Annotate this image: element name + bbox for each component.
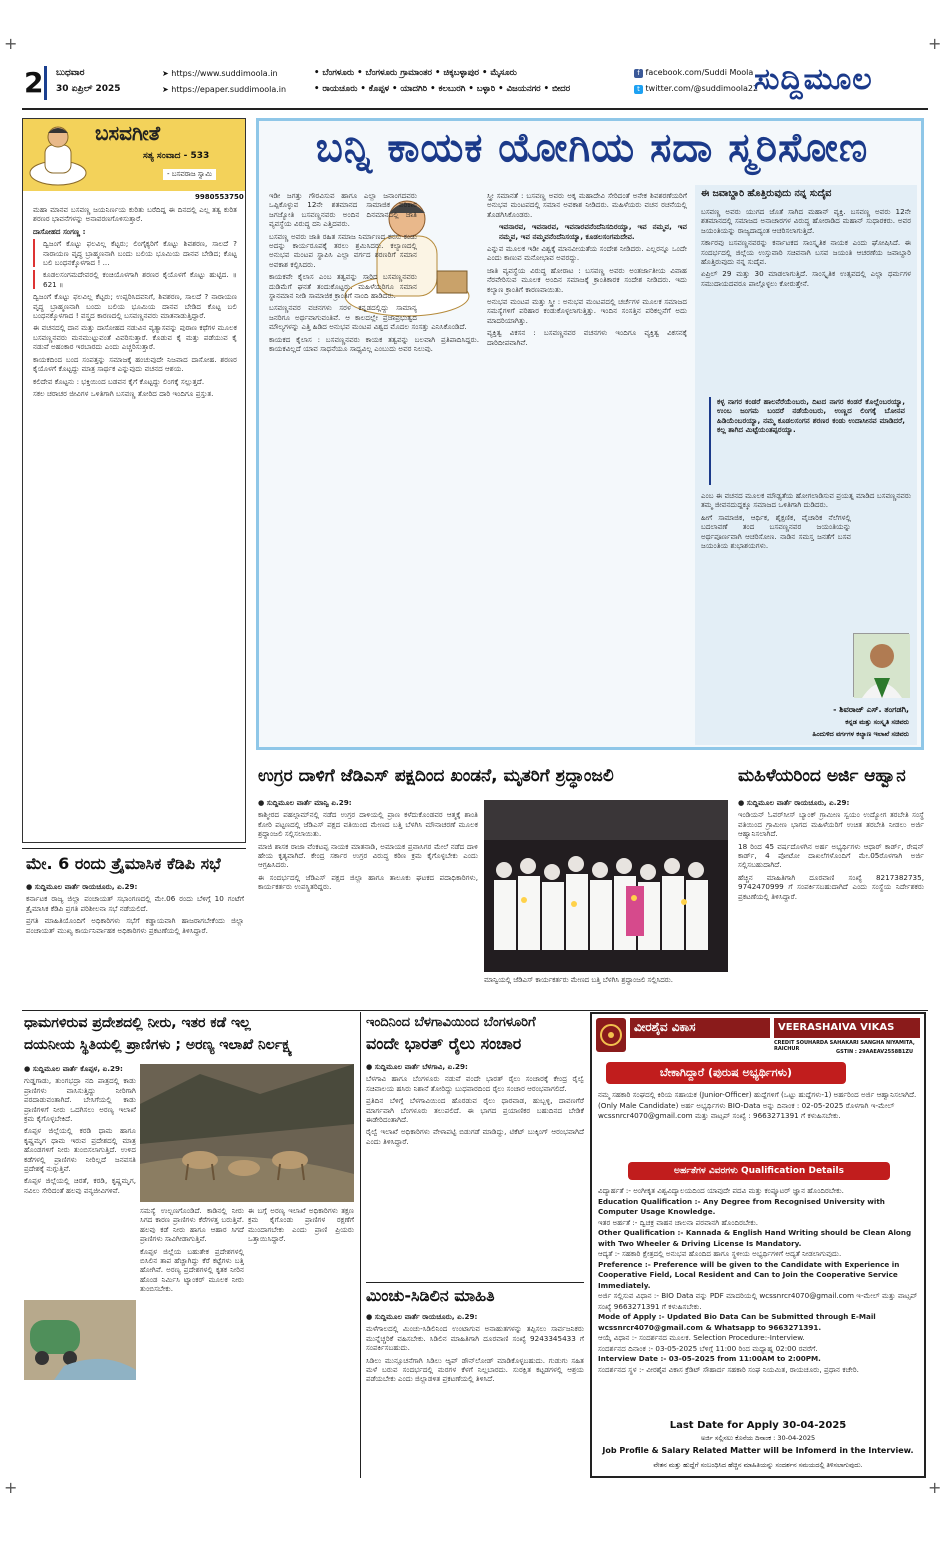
paragraph: ಬಸವಣ್ಣ ಅವರು ಯುಗದ ಜೊತೆ ಸಾಗಿದ ಮಹಾನ್ ವ್ಯಕ್ತಿ. ಬಸವಣ್ಣ ಅವರು 12ನೇ ಶತಮಾನದಲ್ಲಿ ಸಮಾಜದ ಅನಾಚಾರಗಳ ವಿರುದ್ಧ ಹೋರಾಡಿದ ಮಹಾನ್ ಸುಧಾರಕರು. ಅವರ ಜಯಂತಿಯನ್ನು ರಾಜ್ಯದಾದ್ಯಂತ ಆಚರಿಸಲಾಗುತ್ತಿದೆ. (701, 207, 911, 235)
detail-line: Mode of Apply :- Updated Bio Data Can be Submitted through E-Mail wcssnrcr4070@gmail.com & Whatsapp to 9663271391. (598, 1312, 876, 1332)
section-heading: ದಾಸೋಹದ ಸಂಗಣ್ಣ : (33, 226, 86, 236)
paragraph: ಏಪ್ರಿಲ್ 29 ಮತ್ತು 30 ಮಾಡಲಾಗುತ್ತಿದೆ. ಸಾಂಸ್ಕೃತಿಕ ಉತ್ಸವದಲ್ಲಿ ಎಲ್ಲಾ ಧರ್ಮಗಳ ಸಮುದಾಯದವರೂ ಪಾಲ್ಗೊಳ್ಳಲು ಕೋರುತ್ತೇನೆ. (701, 269, 911, 288)
ad-last-date: Last Date for Apply 30-04-2025 (669, 1420, 847, 1431)
column-divider (360, 1012, 361, 1478)
registration-mark: + (928, 1478, 942, 1497)
ad-logo-bar (592, 1014, 924, 1058)
detail-line: Education Qualification :- Any Degree from Recognised University with Computer Usage Knowledge. (598, 1196, 885, 1216)
mahile-title: ಮಹಿಳೆಯರಿಂದ ಅರ್ಜಿ ಆಹ್ವಾನ (738, 766, 906, 786)
ad-footer: Job Profile & Salary Related Matter will be Infomerd in the Interview. (602, 1446, 914, 1455)
arrow-icon: ➤ (162, 69, 172, 78)
paragraph: ಕಾಶ್ಮೀರದ ಪಹಲ್ಗಾಮ್‌ನಲ್ಲಿ ನಡೆದ ಉಗ್ರರ ದಾಳಿಯಲ್ಲಿ ಪ್ರಾಣ ಕಳೆದುಕೊಂಡವರ ಆತ್ಮಕ್ಕೆ ಶಾಂತಿ ಕೋರಿ ಪಟ್ಟಣದಲ್ಲಿ ಜೆಡಿಎಸ್ ಪಕ್ಷದ ವತಿಯಿಂದ ಮೇಣದ ಬತ್ತಿ ಬೆಳಗಿಸಿ ಮೌನಾಚರಣೆ ಮೂಲಕ ಶ್ರದ್ಧಾಂಜಲಿ ಸಲ್ಲಿಸಲಾಯಿತು. (258, 810, 478, 839)
basavanna-portrait (27, 123, 89, 187)
paragraph: ಹೆಚ್ಚಿನ ಮಾಹಿತಿಗಾಗಿ ದೂರವಾಣಿ ಸಂಖ್ಯೆ 8217382735, 9742470999 ಗೆ ಸಂಪರ್ಕಿಸಬಹುದಾಗಿದೆ ಎಂದು ಸಂಸ್ಥೆಯ ನಿರ್ದೇಶಕರು ಪ್ರಕಟಣೆಯಲ್ಲಿ ತಿಳಿಸಿದ್ದಾರೆ. (738, 872, 924, 901)
paragraph: ಈ ಬಗ್ಗೆ ಅರಣ್ಯ ಇಲಾಖೆ ಅಧಿಕಾರಿಗಳು ತಕ್ಷಣ ಕ್ರಮ ಕೈಗೊಂಡು ಪ್ರಾಣಿಗಳ ರಕ್ಷಣೆಗೆ ಮುಂದಾಗಬೇಕು ಎಂದು ಪ್ರಾಣಿ ಪ್ರಿಯರು ಒತ್ತಾಯಿಸಿದ್ದಾರೆ. (248, 1206, 354, 1244)
ad-banner-title: ಬೇಕಾಗಿದ್ದಾರೆ (ಪುರುಷ ಅಭ್ಯರ್ಥಿಗಳು) (659, 1066, 793, 1079)
paragraph: ಸಮಸ್ಯೆ ಉಲ್ಬಣಗೊಂಡಿದೆ. ಕಾಡಿನಲ್ಲಿ ನೀರು ಸಿಗದ ಕಾರಣ ಪ್ರಾಣಿಗಳು ಕೆರೆಗಳತ್ತ ಬರುತ್ತಿವೆ. ಹಲವು ಕಡೆ ನೀರು ಹಾಗೂ ಆಹಾರ ಸಿಗದೆ ಪ್ರಾಣಿಗಳು ಸಾವಿಗೀಡಾಗುತ್ತಿವೆ. (140, 1206, 244, 1244)
detail-line: Interview Date :- 03-05-2025 from 11:00AM to 2:00PM. (598, 1354, 821, 1363)
registration-mark: + (928, 34, 942, 53)
minchu-body (366, 1312, 584, 1477)
detail-line: ಇತರ ಅರ್ಹತೆ :- ದ್ವಿಚಕ್ರ ವಾಹನ ಚಾಲನಾ ಪರವಾನಗಿ ಹೊಂದಿರಬೇಕು. (598, 1217, 759, 1227)
paragraph: ಕಾಯಕವೇ ಕೈಲಾಸ ಎಂಬ ತತ್ವವನ್ನು ಸಾರಿದ ಬಸವಣ್ಣನವರು ದುಡಿಮೆಗೆ ಘನತೆ ತಂದುಕೊಟ್ಟರು. ಮಹಿಳೆಯರಿಗೂ ಸಮಾನ ಸ್ಥಾನಮಾನ ನೀಡಿ ಸಾಮಾಜಿಕ ಕ್ರಾಂತಿಗೆ ನಾಂದಿ ಹಾಡಿದರು. (269, 272, 417, 301)
minchu-title: ಮಿಂಚು-ಸಿಡಿಲಿನ ಮಾಹಿತಿ (366, 1286, 495, 1305)
vande-body (366, 1062, 584, 1280)
water-body-right (248, 1206, 354, 1474)
feature-title: ಬನ್ನಿ ಕಾಯಕ ಯೋಗಿಯ ಸದಾ ಸ್ಮರಿಸೋಣ (315, 125, 869, 171)
ugra-title: ಉಗ್ರರ ದಾಳಿಗೆ ಜೆಡಿಎಸ್ ಪಕ್ಷದಿಂದ ಖಂಡನೆ, ಮೃತರಿಗೆ ಶ್ರದ್ಧಾಂಜಲಿ (258, 766, 614, 786)
paragraph: ಮಹಾ ಮಾನವ ಬಸವಣ್ಣ ಜಯನಿರ್ಣಯ ಕುರಿತು ಬರೆದಿದ್ದ ಈ ದಿನದಲ್ಲಿ ಎಲ್ಲ ತತ್ವ ಕುರಿತ ಶರಣರ ಭಾವನೆಗಳನ್ನು ಅನಾವರಣಗೊಳಿಸುತ್ತಾರೆ. (33, 205, 237, 224)
detail-line: Other Qualification :- Kannada & English Hand Writing should be Clean Along with Two Wheeler & Driving License Is Mandatory. (598, 1228, 912, 1248)
dateline: ● ಸುದ್ದಿಮೂಲ ವಾರ್ತೆ ರಾಯಚೂರು, ಏ.29: (26, 882, 138, 891)
feature-col-1 (269, 191, 479, 746)
paragraph: 18 ರಿಂದ 45 ವರ್ಷದೊಳಗಿನ ಅರ್ಹ ಅಭ್ಯರ್ಥಿಗಳು ಆಧಾರ್ ಕಾರ್ಡ್, ರೇಷನ್ ಕಾರ್ಡ್, 4 ಪೋಟೋ ದಾಖಲೆಗಳೊಂದಿಗೆ ಮೇ.05ರೊಳಗಾಗಿ ಅರ್ಜಿ ಸಲ್ಲಿಸಬಹುದಾಗಿದೆ. (738, 841, 924, 870)
paragraph: ಎಂಬ ಈ ವಚನದ ಮೂಲಕ ಮೌಢ್ಯತೆಯ ಹೋಗಲಾಡಿಸುವ ಪ್ರಯತ್ನ ಮಾಡಿದ ಬಸವಣ್ಣನವರು ತಮ್ಮ ಜೀವನದುದ್ದಕ್ಕೂ ಸಮಾಜದ ಒಳಿತಿಗಾಗಿ ದುಡಿದರು. (701, 491, 911, 510)
paragraph: ಕಲಿದೇವ ಕೊಟ್ಟನು : ಭಕ್ತಿಯಿಂದ ಬಡವನ ಕೈಗೆ ಕೊಟ್ಟದ್ದು ಲಿಂಗಕ್ಕೆ ಸಲ್ಲುತ್ತದೆ. (33, 376, 205, 386)
water-tank-photo (24, 1300, 136, 1380)
vachana-text: ಕೂಡಲಸಂಗಮದೇವರಲ್ಲಿ ಕಂಚಿಯೊಳಗಾಗಿ ಶರಣರ ಕೈಯೊಳಗೆ ಕೊಟ್ಟು ಹುಟ್ಟಿದ. ॥ 621 ॥ (33, 270, 237, 289)
basavageethe-subtitle: ಸತ್ಯ ಸಂವಾದ - 533 (143, 151, 210, 161)
paragraph: ಪ್ರಗತಿ ಮಾಹಿತಿಯೊಂದಿಗೆ ಅಧಿಕಾರಿಗಳು ಸಭೆಗೆ ಕಡ್ಡಾಯವಾಗಿ ಹಾಜರಾಗಬೇಕೆಂದು ಜಿಲ್ಲಾ ಪಂಚಾಯತ್ ಮುಖ್ಯ ಕಾರ್ಯನಿರ್ವಾಹಕ ಅಧಿಕಾರಿಗಳು ಪ್ರಕಟಣೆಯಲ್ಲಿ ತಿಳಿಸಿದ್ದಾರೆ. (26, 916, 244, 935)
paragraph: ಬೆಳಗಾವಿ ಹಾಗೂ ಬೆಂಗಳೂರು ನಡುವೆ ವಂದೇ ಭಾರತ್ ರೈಲು ಸಂಚಾರಕ್ಕೆ ಕೇಂದ್ರ ರೈಲ್ವೆ ಸಚಿವಾಲಯ ಹಸಿರು ನಿಶಾನೆ ತೋರಿದ್ದು ಬುಧವಾರದಿಂದ ರೈಲು ಸಂಚಾರ ಆರಂಭವಾಗಲಿದೆ. (366, 1074, 584, 1093)
ad-logo-english: VEERASHAIVA VIKAS (774, 1018, 920, 1038)
paragraph: ಸಕಲ ಚರಾಚರ ಜೀವಿಗಳ ಒಳಿತಿಗಾಗಿ ಬಸವಣ್ಣ ತೋರಿದ ದಾರಿ ಇಂದಿಗೂ ಪ್ರಸ್ತುತ. (33, 388, 214, 398)
paragraph: ಸ್ತ್ರೀ ಸಮಾನತೆ : ಬಸವಣ್ಣ ಅವರು ಅಕ್ಕ ಮಹಾದೇವಿ ಸೇರಿದಂತೆ ಅನೇಕ ಶಿವಶರಣೆಯರಿಗೆ ಅನುಭವ ಮಂಟಪದಲ್ಲಿ ಸಮಾನ ಅವಕಾಶ ನೀಡಿದರು. ಮಹಿಳೆಯರು ವಚನ ರಚನೆಯಲ್ಲಿ ತೊಡಗಿಸಿಕೊಂಡರು. (487, 191, 687, 219)
paragraph: ಮಳೆಗಾಲದಲ್ಲಿ ಮಿಂಚು-ಸಿಡಿಲಿನಿಂದ ಉಂಟಾಗುವ ಅನಾಹುತಗಳನ್ನು ತಪ್ಪಿಸಲು ಸಾರ್ವಜನಿಕರು ಮುನ್ನೆಚ್ಚರಿಕೆ ವಹಿಸಬೇಕು. ಸಿಡಿಲಿನ ಮಾಹಿತಿಗಾಗಿ ದೂರವಾಣಿ ಸಂಖ್ಯೆ 9243345433 ಗೆ ಸಂಪರ್ಕಿಸಬಹುದು. (366, 1324, 584, 1353)
basavageethe-author: - ಬಸವರಾಜ ಸ್ವಾಮಿ (163, 169, 216, 180)
paragraph: ಕೊಪ್ಪಳ ಜಿಲ್ಲೆಯ ಬಹುತೇಕ ಪ್ರದೇಶಗಳಲ್ಲಿ ಬಿಸಿಲಿನ ತಾಪ ಹೆಚ್ಚಾಗಿದ್ದು ಕೆರೆ ಕಟ್ಟೆಗಳು ಬತ್ತಿ ಹೋಗಿವೆ. ಅರಣ್ಯ ಪ್ರದೇಶಗಳಲ್ಲಿ ಕೃತಕ ನೀರಿನ ಹೊಂಡ ನಿರ್ಮಿಸಿ ಟ್ಯಾಂಕರ್ ಮೂಲಕ ನೀರು ತುಂಬಿಸಬೇಕು. (140, 1246, 244, 1294)
paragraph: ಈ ವಚನದಲ್ಲಿ ದಾನ ಮತ್ತು ದಾಸೋಹದ ನಡುವಿನ ವ್ಯತ್ಯಾಸವನ್ನು ಪುರಾಣ ಕಥೆಗಳ ಮೂಲಕ ಬಸವಣ್ಣನವರು ಮನಮುಟ್ಟುವಂತೆ ವಿವರಿಸುತ್ತಾರೆ. ಕೊಡುವ ಕೈ ಮತ್ತು ಪಡೆಯುವ ಕೈ ನಡುವೆ ಅಹಂಕಾರ ಇರಬಾರದು ಎಂದು ಎಚ್ಚರಿಸುತ್ತಾರೆ. (33, 323, 237, 352)
paragraph: ಇಡೀ ಜಗತ್ತು ಗೌರವಿಸುವ ಹಾಗೂ ಎಲ್ಲಾ ಜನಾಂಗದವರು ಒಪ್ಪಿಕೊಳ್ಳುವ 12ನೇ ಶತಮಾನದ ಸಾಮಾಜಿಕ ಪರಿಕಾರ ಜಗಜ್ಯೋತಿ ಬಸವಣ್ಣನವರು ಅಂದಿನ ದಿನಮಾನದಲ್ಲಿ ಜಾತಿ ವ್ಯವಸ್ಥೆಯ ವಿರುದ್ಧ ದನಿ ಎತ್ತಿದವರು. (269, 191, 417, 229)
detail-line: ವಿದ್ಯಾರ್ಹತೆ :- ಅಂಗೀಕೃತ ವಿಶ್ವವಿದ್ಯಾಲಯದಿಂದ ಯಾವುದೇ ಪದವಿ ಮತ್ತು ಕಂಪ್ಯೂಟರ್ ಜ್ಞಾನ ಹೊಂದಿರಬೇಕು. (598, 1186, 844, 1195)
divider (366, 1282, 584, 1283)
ad-banner (606, 1062, 846, 1084)
twitter-handle[interactable]: twitter.com/@suddimoola22 (645, 84, 759, 93)
vachana-text: ಇವನಾರವ, ಇವನಾರವ, ಇವನಾರವನೆಂದೆನಿಸದಿರಯ್ಯಾ, ಇವ ನಮ್ಮವ, ಇವ ನಮ್ಮವ, ಇವ ನಮ್ಮವನೆಂದೆನಿಸಯ್ಯಾ, ಕೂಡಲಸಂಗಮದೇವ. (499, 222, 687, 241)
paragraph: ಬಸವಣ್ಣ ಅವರು ಜಾತಿ ರಹಿತ ಸಮಾಜ ನಿರ್ಮಾಣದ ಕನಸು ಕಂಡು ಅದನ್ನು ಕಾರ್ಯರೂಪಕ್ಕೆ ತರಲು ಶ್ರಮಿಸಿದರು. ಕಲ್ಯಾಣದಲ್ಲಿ ಅನುಭವ ಮಂಟಪ ಸ್ಥಾಪಿಸಿ ಎಲ್ಲಾ ವರ್ಗದ ಶರಣರಿಗೆ ಸಮಾನ ಅವಕಾಶ ಕಲ್ಪಿಸಿದರು. (269, 231, 417, 269)
page-number: 2 (24, 66, 44, 99)
facebook-icon: f (634, 69, 643, 78)
ad-gstin: GSTIN : 29AAEAV2558B1ZU (836, 1049, 914, 1055)
detail-line: Preference :- Preference will be given to the Candidate with Experience in Cooperative Field, Local Resident and Can to Join the Cooperative Service Immediately. (598, 1259, 900, 1290)
basavageethe-body (33, 205, 237, 835)
water-body-left (24, 1064, 136, 1474)
minister-photo (853, 633, 909, 697)
epaper-link[interactable] (162, 85, 286, 94)
facebook-link[interactable] (634, 68, 753, 78)
cities-row-1: • ಬೆಂಗಳೂರು • ಬೆಂಗಳೂರು ಗ್ರಾಮಾಂತರ • ಚಿಕ್ಕಬಳ್ಳಾಪುರ • ಮೈಸೂರು (314, 68, 517, 78)
vande-title-1: ಇಂದಿನಿಂದ ಬೆಳಗಾವಿಯಿಂದ ಬೆಂಗಳೂರಿಗೆ (366, 1015, 536, 1030)
signature-role-2: ಹಿಂದುಳಿದ ವರ್ಗಗಳ ಕಲ್ಯಾಣ ಇಲಾಖೆ ಸಚಿವರು (812, 730, 909, 738)
issue-day: ಬುಧವಾರ (56, 68, 85, 78)
section-divider (22, 1010, 928, 1011)
deer-photo (140, 1064, 354, 1202)
mahile-body (738, 798, 924, 1008)
message-body (701, 207, 911, 393)
ad-qualification-banner (628, 1162, 890, 1180)
ad-logo-icon (596, 1018, 626, 1052)
water-body-mid (140, 1206, 244, 1474)
registration-mark: + (4, 1478, 18, 1497)
website-link[interactable] (162, 69, 278, 78)
signature-name: - ಶಿವರಾಜ್ ಎಸ್. ತಂಗಡಗಿ, (833, 705, 909, 714)
paragraph: ಎನ್ನುವ ಮೂಲಕ ಇಡೀ ವಿಶ್ವಕ್ಕೆ ಮಾನವೀಯತೆಯ ಸಂದೇಶ ನೀಡಿದರು. ಎಲ್ಲರನ್ನೂ ಒಂದೇ ಎಂದು ಕಾಣುವ ಮನೋಭಾವ ಅವರದ್ದು. (487, 244, 687, 263)
dateline: ● ಸುದ್ದಿಮೂಲ ವಾರ್ತೆ ಕೊಪ್ಪಳ, ಏ.29: (24, 1064, 123, 1073)
vachana-text: ದ್ವಿಜಂಗೆ ಕೊಟ್ಟು ಫಲವಿಲ್ಲ ಕೆಟ್ಟರು; ಲಿಂಗೈಕ್ಯರಿಗೆ ಕೊಟ್ಟು ಶಿವಶರಣ, ಸಾಲದೆ ? ನಾರಾಯಣ ವೃದ್ಧ ಬ್ರಾಹ್ಮಣನಾಗಿ ಬಂದು ಬಲಿಯ ಭೂಮಿಯ ದಾನವ ಬೇಡಿದ; ಕೊಟ್ಟ ಬಲಿ ಬಂಧನಕ್ಕೊಳಗಾದ ! ... (33, 239, 237, 267)
ad-last-date-kannada: ಅರ್ಜಿ ಸಲ್ಲಿಸಲು ಕೊನೆಯ ದಿನಾಂಕ : 30-04-2025 (700, 1434, 816, 1442)
twitter-link[interactable] (634, 84, 758, 94)
dateline: ● ಸುದ್ದಿಮೂಲ ವಾರ್ತೆ ರಾಯಚೂರು, ಏ.29: (366, 1312, 478, 1321)
divider (22, 848, 246, 849)
paragraph: ದ್ವಿಜಂಗೆ ಕೊಟ್ಟು ಫಲವಿಲ್ಲ ಕೆಟ್ಟರು; ಉಪ್ಪರಿಸಿದವನಿಗೆ, ಶಿವಶರಣ, ಸಾಲದೆ ? ನಾರಾಯಣ ವೃದ್ಧ ಬ್ರಾಹ್ಮಣನಾಗಿ ಬಂದು ಬಲಿಯ ಭೂಮಿಯ ದಾನವ ಬೇಡಿದ ಕೊಟ್ಟ ಬಲಿ ಬಂಧನಕ್ಕೊಳಗಾದ ! ವಸ್ತ್ರದ ಕಾರಣದಲ್ಲಿ ಬಸವಣ್ಣನವರು ಮಾತನಾಡುತ್ತಿದ್ದಾರೆ. (33, 292, 237, 321)
paragraph: ಬಸವಣ್ಣನವರ ವಚನಗಳು ಸರಳ ಕನ್ನಡದಲ್ಲಿದ್ದು ಸಾಮಾನ್ಯ ಜನರಿಗೂ ಅರ್ಥವಾಗುವಂತಿವೆ. ಆ ಕಾಲದಲ್ಲೇ ಪ್ರಜಾಪ್ರಭುತ್ವದ ಮೌಲ್ಯಗಳನ್ನು ಎತ್ತಿ ಹಿಡಿದ ಅನುಭವ ಮಂಟಪ ವಿಶ್ವದ ಮೊದಲ ಸಂಸತ್ತು ಎನಿಸಿಕೊಂಡಿದೆ. (269, 303, 467, 332)
paragraph: ಗುಡ್ಡಗಾಡು, ತುಂಗಭದ್ರಾ ನದಿ ಪಾತ್ರದಲ್ಲಿ ಕಾಡು ಪ್ರಾಣಿಗಳು ವಾಸಿಸುತ್ತಿದ್ದು ನೀರಿಗಾಗಿ ಪರದಾಡುವಂತಾಗಿದೆ. ಬೇಸಿಗೆಯಲ್ಲಿ ಕಾಡು ಪ್ರಾಣಿಗಳಿಗೆ ನೀರು ಒದಗಿಸಲು ಅರಣ್ಯ ಇಲಾಖೆ ಕ್ರಮ ಕೈಗೊಳ್ಳಬೇಕಿದೆ. (24, 1076, 136, 1124)
paragraph: ಸರ್ಕಾರವು ಬಸವಣ್ಣನವರನ್ನು ಕರ್ನಾಟಕದ ಸಾಂಸ್ಕೃತಿಕ ನಾಯಕ ಎಂದು ಘೋಷಿಸಿದೆ. ಈ ಸಂದರ್ಭದಲ್ಲಿ ಜಿಲ್ಲೆಯ ಉಸ್ತುವಾರಿ ಸಚಿವನಾಗಿ ಬಸವ ಜಯಂತಿ ಆಚರಣೆಯ ಜವಾಬ್ದಾರಿ ಹೊತ್ತಿರುವುದು ನನ್ನ ಸುದೈವ. (701, 238, 911, 267)
ad-logo-kannada: ವೀರಶೈವ ವಿಕಾಸ (630, 1018, 770, 1038)
paragraph: ಜಾತಿ ವ್ಯವಸ್ಥೆಯ ವಿರುದ್ಧ ಹೋರಾಟ : ಬಸವಣ್ಣ ಅವರು ಅಂತರ್ಜಾತೀಯ ವಿವಾಹ ನೆರವೇರಿಸುವ ಮೂಲಕ ಅಂದಿನ ಸಮಾಜಕ್ಕೆ ಕ್ರಾಂತಿಕಾರಕ ಸಂದೇಶ ನೀಡಿದರು. ಇದು ಕಲ್ಯಾಣ ಕ್ರಾಂತಿಗೆ ಕಾರಣವಾಯಿತು. (487, 265, 687, 294)
ad-logo-subtitle: CREDIT SOUHARDA SAHAKARI SANGHA NIYAMITA, RAICHUR (774, 1040, 915, 1052)
ad-details (598, 1186, 920, 1418)
feature-col-2 (487, 191, 687, 746)
paragraph: ಸಿಡಿಲು ಮುನ್ಸೂಚನೆಗಾಗಿ ಸಿಡಿಲು ಆ್ಯಪ್ ಡೌನ್‌ಲೋಡ್ ಮಾಡಿಕೊಳ್ಳಬಹುದು. ಗುಡುಗು ಸಹಿತ ಮಳೆ ಬರುವ ಸಂದರ್ಭದಲ್ಲಿ ಮರಗಳ ಕೆಳಗೆ ನಿಲ್ಲಬಾರದು. ಸುರಕ್ಷಿತ ಕಟ್ಟಡಗಳಲ್ಲಿ ಆಶ್ರಯ ಪಡೆಯಬೇಕು ಎಂದು ಜಿಲ್ಲಾಡಳಿತ ಪ್ರಕಟಣೆಯಲ್ಲಿ ತಿಳಿಸಿದೆ. (366, 1355, 584, 1384)
page-header (22, 62, 928, 106)
message-box-title: ಈ ಜವಾಬ್ದಾರಿ ಹೊತ್ತಿರುವುದು ನನ್ನ ಸುದೈವ (701, 188, 832, 199)
water-title-2: ದಯನೀಯ ಸ್ಥಿತಿಯಲ್ಲಿ ಪ್ರಾಣಿಗಳು ; ಅರಣ್ಯ ಇಲಾಖೆ ನಿರ್ಲಕ್ಷ್ಯ (24, 1037, 293, 1053)
vigil-photo (484, 800, 728, 972)
vande-title-2: ವಂದೇ ಭಾರತ್ ರೈಲು ಸಂಚಾರ (366, 1034, 522, 1053)
dateline: ● ಸುದ್ದಿಮೂಲ ವಾರ್ತೆ ರಾಯಚೂರು, ಏ.29: (738, 798, 850, 807)
ad-intro: ನಮ್ಮ ಸಹಕಾರಿ ಸಂಘದಲ್ಲಿ ಕಿರಿಯ ಸಹಾಯಕ (Junior-Officer) ಹುದ್ದೆಗಳಿಗೆ (ಒಟ್ಟು ಹುದ್ದೆಗಳು-1) ಅರ್ಹರಿಂದ ಅರ್ಜಿ ಆಹ್ವಾನಿಸಲಾಗಿದೆ. (Only Male Candidate) ಅರ್ಹ ಅಭ್ಯರ್ಥಿಗಳು BIO-Data ಅನ್ನು ದಿನಾಂಕ : 02-05-2025 ರೊಳಗಾಗಿ ಇ-ಮೇಲ್ wcssnrcr4070@gmail.com ಮತ್ತು ವಾಟ್ಸಪ್ ಸಂಖ್ಯೆ : 9663271391 ಗೆ ಕಳುಹಿಸಬೇಕು. (598, 1090, 917, 1120)
website-url[interactable]: https://www.suddimoola.in (171, 69, 278, 78)
issue-date: 30 ಏಪ್ರಿಲ್ 2025 (56, 84, 121, 94)
paragraph: ಅನುಭವ ಮಂಟಪ ಮತ್ತು ಸ್ತ್ರೀ : ಅನುಭವ ಮಂಟಪದಲ್ಲಿ ಚರ್ಚೆಗಳ ಮೂಲಕ ಸಮಾಜದ ಸಮಸ್ಯೆಗಳಿಗೆ ಪರಿಹಾರ ಕಂಡುಕೊಳ್ಳಲಾಗುತ್ತಿತ್ತು. ಇಂದಿನ ಸಂಸತ್ತಿನ ಪರಿಕಲ್ಪನೆಗೆ ಅದು ಮಾದರಿಯಾಗಿತ್ತು. (487, 297, 687, 325)
cities-row-2: • ರಾಯಚೂರು • ಕೊಪ್ಪಳ • ಯಾದಗಿರಿ • ಕಲಬುರಗಿ • ಬಳ್ಳಾರಿ • ವಿಜಯನಗರ • ಬೀದರ (314, 84, 571, 94)
registration-mark: + (4, 34, 18, 53)
kdp-title: ಮೇ. 6 ರಂದು ತ್ರೈಮಾಸಿಕ ಕೆಡಿಪಿ ಸಭೆ (26, 854, 221, 873)
paragraph: ಕೊಪ್ಪಳ ಜಿಲ್ಲೆಯಲ್ಲಿ ಕರಡಿ ಧಾಮ ಹಾಗೂ ಕೃಷ್ಣಮೃಗ ಧಾಮ ಇರುವ ಪ್ರದೇಶದಲ್ಲಿ ಮಾತ್ರ ಹೊಂಡಗಳಿಗೆ ನೀರು ತುಂಬಿಸಲಾಗುತ್ತಿದೆ. ಉಳಿದ ಕಡೆಗಳಲ್ಲಿ ಪ್ರಾಣಿಗಳು ನೀರಿಲ್ಲದೆ ಜನವಸತಿ ಪ್ರದೇಶಕ್ಕೆ ನುಗ್ಗುತ್ತಿವೆ. (24, 1126, 136, 1174)
paragraph: ಕಾಯಕದ ಕೈಲಾಸ : ಬಸವಣ್ಣನವರು ಕಾಯಕ ತತ್ವವನ್ನು ಬಲವಾಗಿ ಪ್ರತಿಪಾದಿಸಿದ್ದರು. ಕಾಯಕವಿಲ್ಲದೆ ಯಾವ ಸಾಧನೆಯೂ ಸಾಧ್ಯವಿಲ್ಲ ಎಂಬುದು ಅವರ ನಿಲುವು. (269, 334, 479, 354)
dateline: ● ಸುದ್ದಿಮೂಲ ವಾರ್ತೆ ಮಾನ್ವಿ ಏ.29: (258, 798, 352, 807)
paragraph: ಕೊಪ್ಪಳ ಜಿಲ್ಲೆಯಲ್ಲಿ ಚಿರತೆ, ಕರಡಿ, ಕೃಷ್ಣಮೃಗ, ನವಿಲು ಸೇರಿದಂತೆ ಹಲವು ವನ್ಯಜೀವಿಗಳಿವೆ. (24, 1176, 136, 1195)
detail-line: ಆಯ್ಕೆ ವಿಧಾನ :- ಸಂದರ್ಶನದ ಮೂಲಕ. Selection Procedure:-Interview. (598, 1333, 805, 1342)
epaper-url[interactable]: https://epaper.suddimoola.in (171, 85, 287, 94)
paragraph: ವ್ಯಕ್ತಿತ್ವ ವಿಕಸನ : ಬಸವಣ್ಣನವರ ವಚನಗಳು ಇಂದಿಗೂ ವ್ಯಕ್ತಿತ್ವ ವಿಕಸನಕ್ಕೆ ದಾರಿದೀಪವಾಗಿವೆ. (487, 328, 687, 347)
paragraph: ಪ್ರತಿದಿನ ಬೆಳಿಗ್ಗೆ ಬೆಳಗಾವಿಯಿಂದ ಹೊರಡುವ ರೈಲು ಧಾರವಾಡ, ಹುಬ್ಬಳ್ಳಿ, ದಾವಣಗೆರೆ ಮಾರ್ಗವಾಗಿ ಬೆಂಗಳೂರು ತಲುಪಲಿದೆ. ಈ ಭಾಗದ ಪ್ರಯಾಣಿಕರ ಬಹುದಿನದ ಬೇಡಿಕೆ ಈಡೇರಿದಂತಾಗಿದೆ. (366, 1096, 584, 1125)
kdp-body (26, 882, 244, 1002)
detail-line: ಸಂದರ್ಶನದ ಸ್ಥಳ :- ವೀರಶೈವ ವಿಕಾಸ ಕ್ರೆಡಿಟ್ ಸೌಹಾರ್ದ ಸಹಕಾರಿ ಸಂಘ ನಿಯಮಿತ, ರಾಯಚೂರು, ಪ್ರಧಾನ ಕಚೇರಿ. (598, 1364, 859, 1374)
detail-line: ಸಂದರ್ಶನದ ದಿನಾಂಕ :- 03-05-2025 ಬೆಳಿಗ್ಗೆ 11:00 ರಿಂದ ಮಧ್ಯಾಹ್ನ 02:00 ರವರೆಗೆ. (598, 1343, 818, 1353)
message-vachana: ಕಳ್ಳ ನಾಗರ ಕಂಡರೆ ಹಾಲನೆರೆಯೆಂಬರು, ದಿಟದ ನಾಗರ ಕಂಡರೆ ಕೊಲ್ಲೆಂಬರಯ್ಯಾ, ಉಂಬ ಜಂಗಮ ಬಂದರೆ ನಡೆಯೆಂಬರು, ಉಣ್ಣದ ಲಿಂಗಕ್ಕೆ ಬೋನವ ಹಿಡಿಯೆಂಬರಯ್ಯಾ, ನಮ್ಮ ಕೂಡಲಸಂಗನ ಶರಣರ ಕಂಡು ಉದಾಸೀನವ ಮಾಡಿದರೆ, ಕಲ್ಲ ತಾಗಿದ ಮಿಟ್ಟೆಯಂತಪ್ಪರಯ್ಯಾ. (709, 397, 905, 485)
dateline: ● ಸುದ್ದಿಮೂಲ ವಾರ್ತೆ ಬೆಳಗಾವಿ, ಏ.29: (366, 1062, 468, 1071)
paragraph: ಮಾಜಿ ಶಾಸಕ ರಾಜಾ ವೆಂಕಟಪ್ಪ ನಾಯಕ ಮಾತನಾಡಿ, ಅಮಾಯಕ ಪ್ರವಾಸಿಗರ ಮೇಲೆ ನಡೆದ ದಾಳಿ ಹೇಯ ಕೃತ್ಯವಾಗಿದೆ. ಕೇಂದ್ರ ಸರ್ಕಾರ ಉಗ್ರರ ವಿರುದ್ಧ ಕಠಿಣ ಕ್ರಮ ಕೈಗೊಳ್ಳಬೇಕು ಎಂದು ಆಗ್ರಹಿಸಿದರು. (258, 841, 478, 870)
ad-footer-kannada: ವೇತನ ಮತ್ತು ಹುದ್ದೆಗೆ ಸಂಬಂಧಿಸಿದ ಹೆಚ್ಚಿನ ಮಾಹಿತಿಯನ್ನು ಸಂದರ್ಶನ ಸಮಯದಲ್ಲಿ ತಿಳಿಸಲಾಗುವುದು. (653, 1461, 863, 1469)
qualification-title: ಅರ್ಹತೆಗಳ ವಿವರಗಳು Qualification Details (674, 1166, 844, 1176)
facebook-handle[interactable]: facebook.com/Suddi Moola (645, 68, 754, 77)
basavageethe-banner (23, 119, 245, 191)
paragraph: ರೈಲ್ವೆ ಇಲಾಖೆ ಅಧಿಕಾರಿಗಳು ವೇಳಾಪಟ್ಟಿ ಬಿಡುಗಡೆ ಮಾಡಿದ್ದು, ಟಿಕೆಟ್ ಬುಕ್ಕಿಂಗ್ ಆರಂಭವಾಗಿದೆ ಎಂದು ತಿಳಿಸಿದ್ದಾರೆ. (366, 1127, 584, 1146)
basavageethe-phone: 9980553750 (195, 193, 244, 201)
twitter-icon: t (634, 85, 643, 94)
arrow-icon: ➤ (162, 85, 172, 94)
header-divider (44, 66, 47, 100)
paragraph: ಕಾಯಕದಿಂದ ಬಂದ ಸಂಪತ್ತನ್ನು ಸಮಾಜಕ್ಕೆ ಹಂಚುವುದೇ ನಿಜವಾದ ದಾಸೋಹ. ಶರಣರ ಕೈಯೊಳಗೆ ಕೊಟ್ಟದ್ದು ಮಾತ್ರ ಸಾರ್ಥಕ ಎನ್ನುವುದು ವಚನದ ಆಶಯ. (33, 354, 237, 374)
signature-role-1: ಕನ್ನಡ ಮತ್ತು ಸಂಸ್ಕೃತಿ ಸಚಿವರು (845, 718, 909, 726)
basavageethe-column (22, 118, 246, 843)
ugra-body (258, 798, 478, 1000)
header-rule (22, 108, 928, 110)
vigil-photo-caption: ಮಾನ್ವಿಯಲ್ಲಿ ಜೆಡಿಎಸ್ ಕಾರ್ಯಕರ್ತರು ಮೇಣದ ಬತ್ತಿ ಬೆಳಗಿಸಿ ಶ್ರದ್ಧಾಂಜಲಿ ಸಲ್ಲಿಸಿದರು. (484, 976, 673, 984)
minister-message-box (695, 185, 917, 745)
feature-article (256, 118, 924, 750)
basavageethe-title: ಬಸವಗೀತೆ (95, 121, 161, 145)
job-advertisement (590, 1012, 926, 1478)
detail-line: ಅರ್ಜಿ ಸಲ್ಲಿಸುವ ವಿಧಾನ :- BIO Data ವನ್ನು PDF ಮಾದರಿಯಲ್ಲಿ wcssnrcr4070@gmail.com ಇ-ಮೇಲ್ ಮತ್ತು ವಾಟ್ಸಪ್ ಸಂಖ್ಯೆ 9663271391 ಗೆ ಕಳುಹಿಸಬೇಕು. (598, 1291, 918, 1311)
paragraph: ಈ ಸಂದರ್ಭದಲ್ಲಿ ಜೆಡಿಎಸ್ ಪಕ್ಷದ ಜಿಲ್ಲಾ ಹಾಗೂ ತಾಲೂಕು ಘಟಕದ ಪದಾಧಿಕಾರಿಗಳು, ಕಾರ್ಯಕರ್ತರು ಉಪಸ್ಥಿತರಿದ್ದರು. (258, 872, 478, 892)
paragraph: ಹೀಗೆ ಸಾಮಾಜಿಕ, ಆರ್ಥಿಕ, ಶೈಕ್ಷಣಿಕ, ವೈಚಾರಿಕ ನೆಲೆಗಳಲ್ಲಿ ಬದಲಾವಣೆ ತಂದ ಬಸವಣ್ಣನವರ ಜಯಂತಿಯನ್ನು ಅರ್ಥಪೂರ್ಣವಾಗಿ ಆಚರಿಸೋಣ. ನಾಡಿನ ಸಮಸ್ತ ಜನತೆಗೆ ಬಸವ ಜಯಂತಿಯ ಶುಭಾಶಯಗಳು. (701, 512, 851, 551)
detail-line: ಆದ್ಯತೆ :- ಸಹಕಾರಿ ಕ್ಷೇತ್ರದಲ್ಲಿ ಅನುಭವ ಹೊಂದಿದ ಹಾಗೂ ಸ್ಥಳೀಯ ಅಭ್ಯರ್ಥಿಗಳಿಗೆ ಆದ್ಯತೆ ನೀಡಲಾಗುವುದು. (598, 1249, 842, 1258)
water-title-1: ಧಾಮಗಳಿರುವ ಪ್ರದೇಶದಲ್ಲಿ ನೀರು, ಇತರ ಕಡೆ ಇಲ್ಲ (24, 1015, 251, 1031)
paragraph: ಇಂಡಿಯನ್ ಓವರ್‌ಸೀಸ್ ಬ್ಯಾಂಕ್ ಗ್ರಾಮೀಣ ಸ್ವಯಂ ಉದ್ಯೋಗ ತರಬೇತಿ ಸಂಸ್ಥೆ ವತಿಯಿಂದ ಗ್ರಾಮೀಣ ಭಾಗದ ಮಹಿಳೆಯರಿಗೆ ಉಚಿತ ತರಬೇತಿ ನೀಡಲು ಅರ್ಜಿ ಆಹ್ವಾನಿಸಲಾಗಿದೆ. (738, 810, 924, 839)
masthead-logo: ಸುದ್ದಿಮೂಲ (754, 62, 873, 97)
paragraph: ಕರ್ನಾಟಕ ರಾಜ್ಯ ಜಿಲ್ಲಾ ಪಂಚಾಯತ್ ಸಭಾಂಗಣದಲ್ಲಿ ಮೇ.06 ರಂದು ಬೆಳಿಗ್ಗೆ 10 ಗಂಟೆಗೆ ತ್ರೈಮಾಸಿಕ ಕೆಡಿಪಿ ಪ್ರಗತಿ ಪರಿಶೀಲನಾ ಸಭೆ ನಡೆಯಲಿದೆ. (26, 894, 244, 913)
